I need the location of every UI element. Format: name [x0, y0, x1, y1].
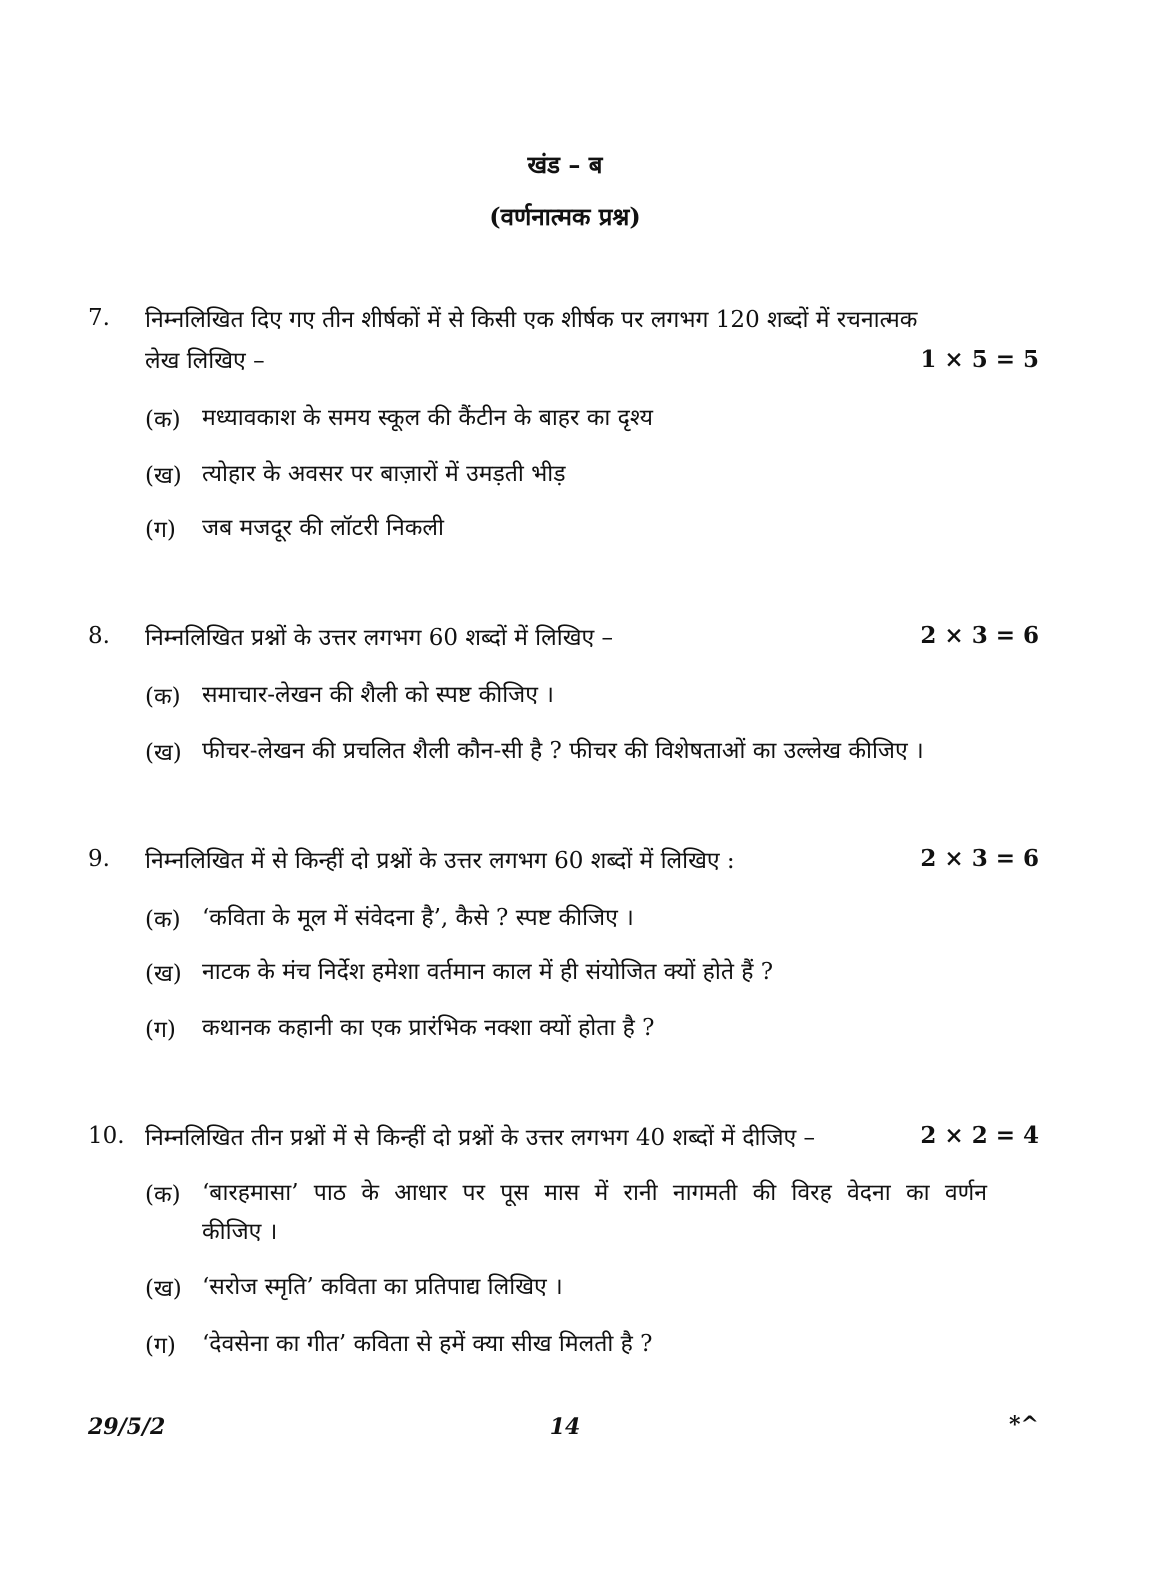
question-7-option-kha-label: (ख): [145, 463, 182, 489]
question-8-option-kha-label: (ख): [145, 740, 182, 766]
question-7-text-line2: लेख लिखिए –: [145, 348, 265, 374]
question-8-option-kha-text: फीचर-लेखन की प्रचलित शैली कौन-सी है ? फीचर की विशेषताओं का उल्लेख कीजिए ।: [202, 738, 924, 764]
question-7-option-ga-text: जब मजदूर की लॉटरी निकली: [202, 515, 444, 541]
question-10-text: निम्नलिखित तीन प्रश्नों में से किन्हीं दो प्रश्नों के उत्तर लगभग 40 शब्दों में दीजिए –: [145, 1125, 816, 1151]
section-subtitle: (वर्णनात्मक प्रश्न): [489, 202, 641, 231]
question-7-option-ka-label: (क): [145, 407, 181, 433]
question-10-option-ka-text-line2: कीजिए ।: [202, 1219, 278, 1245]
question-10-option-ga-text: ‘देवसेना का गीत’ कविता से हमें क्या सीख मिलती है ?: [202, 1331, 653, 1357]
footer-page-number: 14: [549, 1414, 581, 1440]
question-9-number: 9.: [88, 846, 110, 872]
question-9-option-kha-text: नाटक के मंच निर्देश हमेशा वर्तमान काल में ही संयोजित क्यों होते हैं ?: [202, 959, 774, 985]
question-9-text: निम्नलिखित में से किन्हीं दो प्रश्नों के उत्तर लगभग 60 शब्दों में लिखिए :: [145, 848, 735, 874]
question-7-option-ka-text: मध्यावकाश के समय स्कूल की कैंटीन के बाहर का दृश्य: [202, 405, 653, 431]
question-9-option-ga-text: कथानक कहानी का एक प्रारंभिक नक्शा क्यों होता है ?: [202, 1015, 655, 1041]
question-8-text: निम्नलिखित प्रश्नों के उत्तर लगभग 60 शब्दों में लिखिए –: [145, 625, 614, 651]
question-9-option-kha-label: (ख): [145, 961, 182, 987]
question-7-option-ga-label: (ग): [145, 517, 176, 543]
question-8-option-ka-label: (क): [145, 684, 181, 710]
question-10-marks: 2 × 2 = 4: [920, 1122, 1039, 1149]
question-8-number: 8.: [88, 623, 110, 649]
question-10-option-ga-label: (ग): [145, 1333, 176, 1359]
question-8-option-ka-text: समाचार-लेखन की शैली को स्पष्ट कीजिए ।: [202, 682, 554, 708]
question-10-option-kha-text: ‘सरोज स्मृति’ कविता का प्रतिपाद्य लिखिए ।: [202, 1274, 563, 1300]
footer-paper-code: 29/5/2: [88, 1414, 166, 1440]
question-8-marks: 2 × 3 = 6: [920, 622, 1039, 649]
question-9-option-ga-label: (ग): [145, 1017, 176, 1043]
question-10-option-kha-label: (ख): [145, 1276, 182, 1302]
question-7-option-kha-text: त्योहार के अवसर पर बाज़ारों में उमड़ती भीड़: [202, 461, 566, 487]
question-10-option-ka-text-line1: ‘बारहमासा’ पाठ के आधार पर पूस मास में रानी नागमती की विरह वेदना का वर्णन: [202, 1180, 987, 1206]
question-7-marks: 1 × 5 = 5: [920, 346, 1039, 373]
footer-mark: *^: [1009, 1412, 1039, 1438]
question-10-number: 10.: [88, 1123, 125, 1149]
question-9-option-ka-text: ‘कविता के मूल में संवेदना है’, कैसे ? स्पष्ट कीजिए ।: [202, 905, 634, 931]
question-9-option-ka-label: (क): [145, 907, 181, 933]
section-title: खंड – ब: [527, 150, 603, 179]
question-10-option-ka-label: (क): [145, 1182, 181, 1208]
question-7-number: 7.: [88, 305, 110, 331]
question-9-marks: 2 × 3 = 6: [920, 845, 1039, 872]
question-7-text-line1: निम्नलिखित दिए गए तीन शीर्षकों में से किसी एक शीर्षक पर लगभग 120 शब्दों में रचनात्मक: [145, 307, 918, 333]
